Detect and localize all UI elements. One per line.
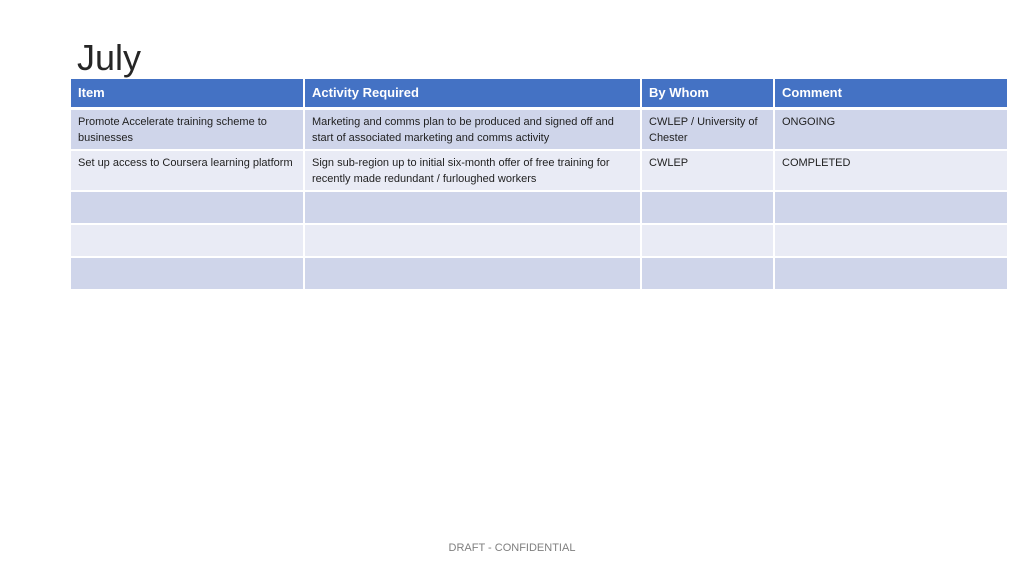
cell-item (71, 224, 304, 257)
column-header-activity: Activity Required (304, 79, 641, 109)
table-row (71, 109, 1007, 151)
table-body (71, 109, 1007, 291)
cell-comment (774, 257, 1007, 290)
cell-item (71, 257, 304, 290)
column-header-by-whom: By Whom (641, 79, 774, 109)
cell-by-whom (641, 224, 774, 257)
cell-activity (304, 224, 641, 257)
cell-by-whom (641, 257, 774, 290)
cell-activity (304, 257, 641, 290)
cell-by-whom: CWLEP / University of Chester (641, 109, 774, 151)
cell-comment: COMPLETED (774, 150, 1007, 191)
cell-by-whom: CWLEP (641, 150, 774, 191)
header-row (71, 79, 1007, 109)
table-row-empty (71, 191, 1007, 224)
cell-item (71, 191, 304, 224)
table-row-empty (71, 224, 1007, 257)
table-header (71, 79, 1007, 109)
table-row (71, 150, 1007, 191)
column-header-item: Item (71, 79, 304, 109)
cell-comment: ONGOING (774, 109, 1007, 151)
cell-comment (774, 191, 1007, 224)
column-header-comment: Comment (774, 79, 1007, 109)
confidential-footer: DRAFT - CONFIDENTIAL (448, 542, 576, 554)
cell-activity: Sign sub-region up to initial six-month offer of free training for recently made redundant / furloughed workers (304, 150, 641, 191)
cell-activity: Marketing and comms plan to be produced and signed off and start of associated marketing and comms activity (304, 109, 641, 151)
cell-activity (304, 191, 641, 224)
cell-by-whom (641, 191, 774, 224)
page-title: July (77, 37, 142, 78)
action-table (71, 79, 1007, 291)
cell-item: Promote Accelerate training scheme to businesses (71, 109, 304, 151)
cell-item: Set up access to Coursera learning platform (71, 150, 304, 191)
cell-comment (774, 224, 1007, 257)
action-table-container (71, 79, 949, 291)
table-row-empty (71, 257, 1007, 290)
